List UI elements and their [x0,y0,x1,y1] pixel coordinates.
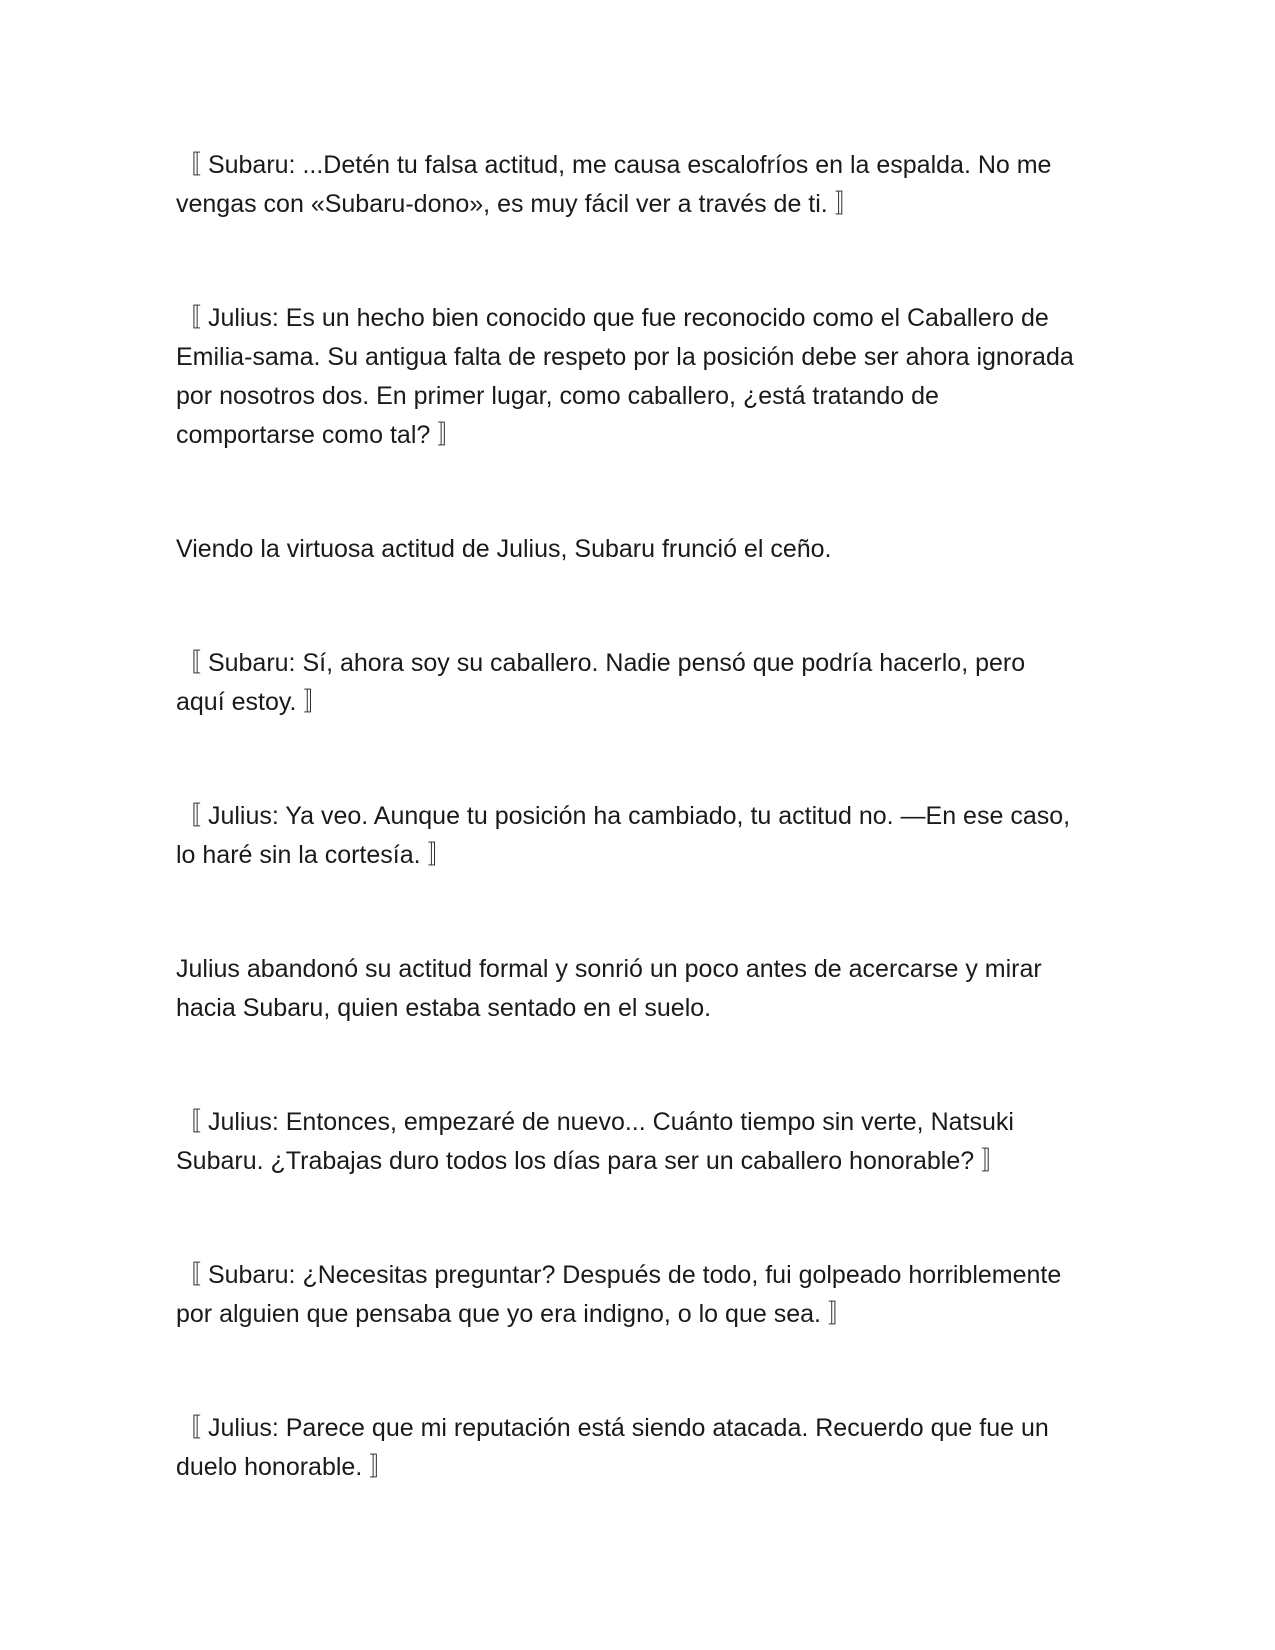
paragraph-2: 〚 Julius: Es un hecho bien conocido que fue reconocido como el Caballero de Emilia-sama. Su antigua falta de respeto por la posición debe ser ahora ignorada por nosotros dos. En primer lugar, como caballero, ¿está tratando de comportarse como tal? 〛 [176,304,1074,449]
paragraph-3: Viendo la virtuosa actitud de Julius, Subaru frunció el ceño. [176,535,832,563]
paragraph-4: 〚 Subaru: Sí, ahora soy su caballero. Nadie pensó que podría hacerlo, pero aquí estoy. 〛 [176,649,1026,716]
paragraph-5: 〚 Julius: Ya veo. Aunque tu posición ha cambiado, tu actitud no. —En ese caso, lo haré sin la cortesía. 〛 [176,802,1071,869]
document-body [176,146,1076,1487]
paragraph-9: 〚 Julius: Parece que mi reputación está siendo atacada. Recuerdo que fue un duelo honorable. 〛 [176,1414,1049,1481]
paragraph-8: 〚 Subaru: ¿Necesitas preguntar? Después de todo, fui golpeado horriblemente por alguien que pensaba que yo era indigno, o lo que sea. 〛 [176,1261,1062,1328]
paragraph-6: Julius abandonó su actitud formal y sonrió un poco antes de acercarse y mirar hacia Subaru, quien estaba sentado en el suelo. [176,955,1042,1022]
paragraph-7: 〚 Julius: Entonces, empezaré de nuevo... Cuánto tiempo sin verte, Natsuki Subaru. ¿Trabajas duro todos los días para ser un caballero honorable? 〛 [176,1108,1014,1175]
paragraph-1: 〚 Subaru: ...Detén tu falsa actitud, me causa escalofríos en la espalda. No me vengas con «Subaru-dono», es muy fácil ver a través de ti. 〛 [176,151,1052,218]
